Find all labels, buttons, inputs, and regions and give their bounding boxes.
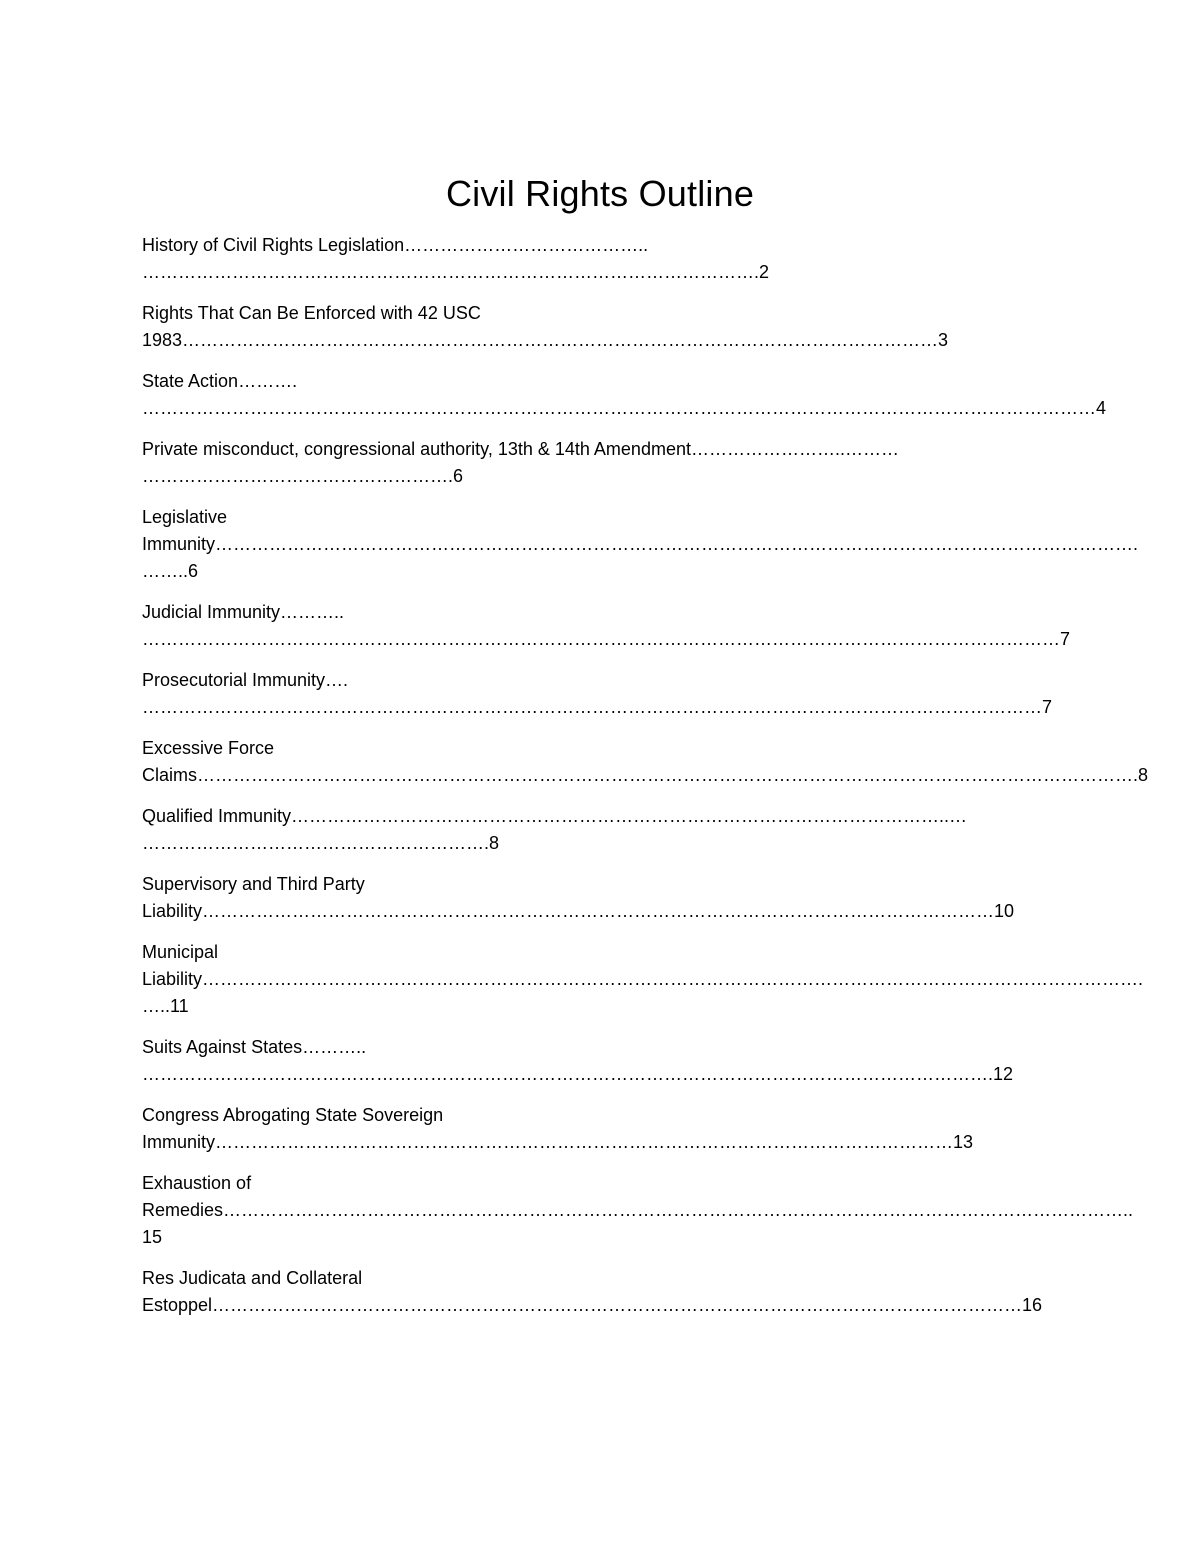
toc-entry — [142, 1034, 1072, 1088]
toc-entry — [142, 1170, 1134, 1251]
toc-entry — [142, 1265, 1072, 1319]
toc-entry-line: …………………………………………….6 — [142, 466, 464, 486]
toc-entry-line: Immunity………………………………………………………………………………………………………………………………………. — [142, 534, 1139, 554]
toc-entry-line: History of Civil Rights Legislation………………………………….. — [142, 235, 649, 255]
toc-entry-line: Judicial Immunity……….. — [142, 602, 345, 622]
toc-entry — [142, 232, 1072, 286]
toc-entry — [142, 300, 1072, 354]
toc-entry-line: Private misconduct, congressional authority, 13th & 14th Amendment……………………..……… — [142, 439, 899, 459]
toc-entry-line: ……..6 — [142, 561, 199, 581]
toc-entry-line: Excessive Force — [142, 738, 275, 758]
toc-entry-line: ………………………………………………………………………………………………………………………………………7 — [142, 629, 1071, 649]
toc-entry-line: Liability…………………………………………………………………………………………………………………………………………. — [142, 969, 1144, 989]
toc-entry-line: Remedies…………………………………………………………………………………………………………………………………….. — [142, 1200, 1134, 1220]
toc-entry — [142, 436, 1072, 490]
toc-entry-line: Qualified Immunity………………………………………………………………………………………………..… — [142, 806, 968, 826]
toc-entry-line: ………………………………………………….8 — [142, 833, 500, 853]
toc-entry — [142, 1102, 1072, 1156]
toc-entry-line: Res Judicata and Collateral — [142, 1268, 363, 1288]
toc-entry — [142, 368, 1107, 422]
toc-entry — [142, 735, 1149, 789]
toc-entry-line: ……………………………………………………………………………………………………………………………………7 — [142, 697, 1053, 717]
toc-entry — [142, 504, 1139, 585]
toc-entry-line: Congress Abrogating State Sovereign — [142, 1105, 444, 1125]
toc-entry-line: …………………………………………………………………………………………………………………………….12 — [142, 1064, 1014, 1084]
toc-entry-line: ………………………………………………………………………………………….2 — [142, 262, 770, 282]
toc-entry-line: Suits Against States……….. — [142, 1037, 367, 1057]
toc-entry — [142, 871, 1072, 925]
document-title: Civil Rights Outline — [445, 173, 755, 214]
toc-entry — [142, 667, 1072, 721]
table-of-contents — [142, 232, 1149, 1333]
toc-entry — [142, 803, 1072, 857]
toc-entry-line: Supervisory and Third Party — [142, 874, 365, 894]
toc-entry-line: Exhaustion of — [142, 1173, 252, 1193]
toc-entry-line: Liability……………………………………………………………………………………………………………………10 — [142, 901, 1015, 921]
toc-entry-line: 15 — [142, 1227, 163, 1247]
toc-entry-line: 1983………………………………………………………………………………………………………………3 — [142, 330, 949, 350]
toc-entry — [142, 939, 1144, 1020]
toc-entry — [142, 599, 1072, 653]
toc-entry-line: Estoppel………………………………………………………………………………………………………………………16 — [142, 1295, 1043, 1315]
toc-entry-line: Immunity……………………………………………………………………………………………………………13 — [142, 1132, 974, 1152]
toc-entry-line: Claims………………………………………………………………………………………………………………………………………….8 — [142, 765, 1149, 785]
toc-entry-line: Municipal — [142, 942, 219, 962]
toc-entry-line: …..11 — [142, 996, 189, 1016]
toc-entry-line: Rights That Can Be Enforced with 42 USC — [142, 303, 481, 323]
toc-entry-line: ……………………………………………………………………………………………………………………………………………4 — [142, 398, 1107, 418]
toc-entry-line: Legislative — [142, 507, 228, 527]
toc-entry-line: State Action………. — [142, 371, 298, 391]
toc-entry-line: Prosecutorial Immunity…. — [142, 670, 349, 690]
